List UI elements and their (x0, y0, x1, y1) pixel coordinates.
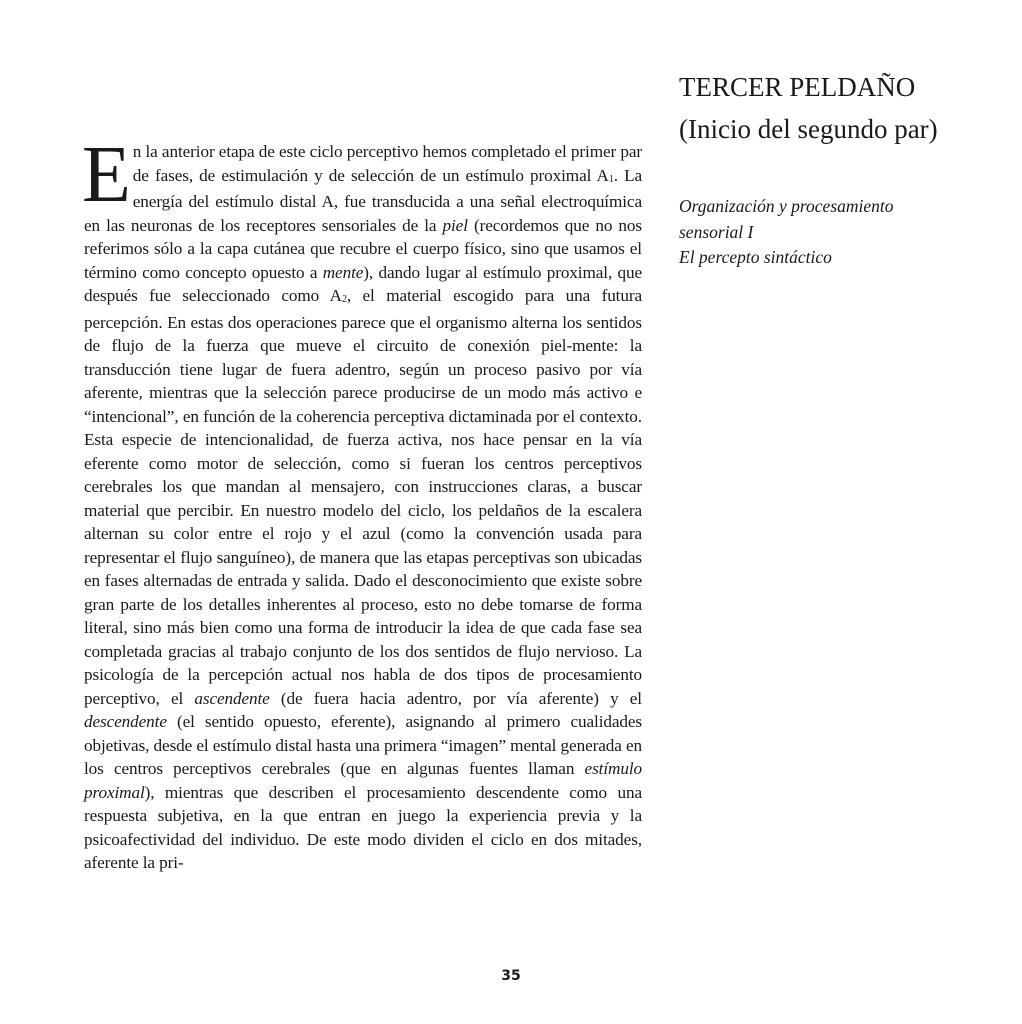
chapter-subtitle (679, 194, 999, 271)
italic-term: piel (442, 215, 468, 235)
chapter-title-line-1: TERCER PELDAÑO (679, 72, 916, 102)
body-text-segment: n la anterior etapa de este ciclo perceptivo hemos completado el primer par de fases, de estimulación y de selección de un estímulo proximal A (132, 142, 642, 185)
body-text-segment: ), mientras que describen el procesamiento descendente como una respuesta subjetiva, en la que entran en juego la experiencia previa y la psicoafectividad del individuo. De este modo dividen el ciclo en dos mitades, aferente la pri- (84, 782, 642, 872)
body-text-segment: (recordemos que no nos referimos sólo a la capa cutánea que recubre el cuerpo físico, sino que usamos el término como concepto opuesto a (84, 215, 642, 282)
subtitle-line-2: sensorial I (679, 221, 754, 242)
body-text-segment: (de fuera hacia adentro, por vía aferente) y el (269, 688, 642, 708)
body-text-segment: (el sentido opuesto, eferente), asignando al primero cualidades objetivas, desde el estímulo distal hasta una primera “imagen” mental generada en los centros perceptivos cerebrales (que en algunas fuentes llaman (84, 712, 642, 778)
body-text (82, 131, 643, 875)
chapter-title (679, 66, 999, 150)
body-text-segment: ), dando lugar al estímulo proximal, que después fue seleccionado como A (84, 262, 643, 305)
italic-term: ascendente (194, 688, 270, 708)
subtitle-line-3: El percepto sintáctico (679, 247, 832, 267)
chapter-title-line-2: (Inicio del segundo par) (679, 114, 938, 144)
italic-term: mente (322, 262, 364, 282)
chapter-heading-block (679, 66, 999, 271)
italic-term: estímulo proximal (84, 759, 642, 802)
subscript: 2 (341, 294, 347, 305)
page-number: 35 (501, 968, 521, 984)
drop-cap: E (82, 131, 131, 219)
body-text-segment: . La energía del estímulo distal A, fue transducida a una señal electroquímica en las neuronas de los receptores sensoriales de la (84, 165, 642, 235)
italic-term: descendente (84, 712, 167, 731)
subtitle-line-1: Organización y procesamiento (679, 196, 894, 216)
subscript: 1 (608, 173, 614, 185)
body-text-segment: , el material escogido para una futura percepción. En estas dos operaciones parece que el organismo alterna los sentidos de flujo de la fuerza que mueve el circuito de conexión piel-mente: la transducción tiene lugar de fuera adentro, según un proceso pasivo por vía aferente, mientras que la selección parece producirse de un modo más activo e “intencional”, en función de la coherencia perceptiva dictaminada por el contexto. Esta especie de intencionalidad, de fuerza activa, nos hace pensar en la vía eferente como motor de selección, como si fueran los centros perceptivos cerebrales los que mandan al mensajero, con instrucciones claras, a buscar material que percibir. En nuestro modelo del ciclo, los peldaños de la escalera alternan su color entre el rojo y el azul (como la convención usada para representar el flujo sanguíneo), de manera que las etapas perceptivas son ubicadas en fases alternadas de entrada y salida. Dado el desconocimiento que existe sobre gran parte de los detalles inherentes al proceso, esto no debe tomarse de forma literal, sino más bien como una forma de introducir la idea de que cada fase sea completada gracias al trabajo conjunto de los dos sentidos de flujo nervioso. La psicología de la percepción actual nos habla de dos tipos de procesamiento perceptivo, el (84, 286, 643, 708)
